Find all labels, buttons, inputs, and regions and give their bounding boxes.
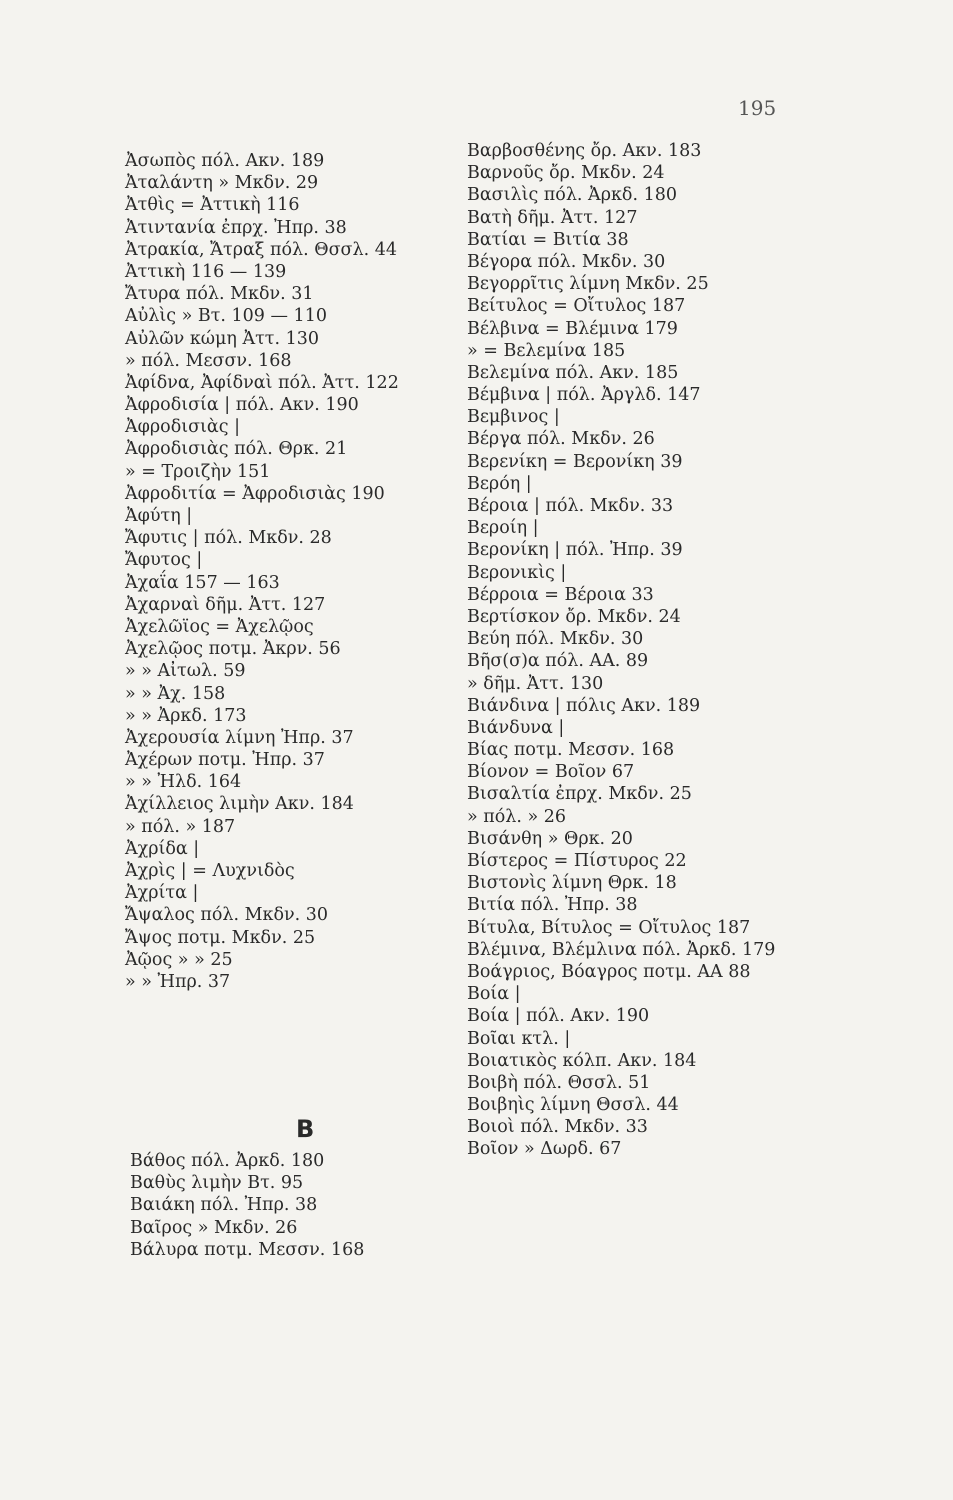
index-entry: Βοιβὴ πόλ. Θσσλ. 51 [467, 1072, 651, 1093]
index-entry: Βερενίκη = Βερονίκη 39 [467, 451, 683, 472]
index-entry: Βατίαι = Βιτία 38 [467, 229, 629, 250]
index-entry: Βαῖρος » Μκδν. 26 [130, 1217, 298, 1238]
index-entry: » » Ἠλδ. 164 [125, 772, 242, 793]
index-entry: Βέροια | πόλ. Μκδν. 33 [467, 496, 674, 516]
index-entry: Ἀσωπὸς πόλ. Ακν. 189 [125, 151, 325, 171]
index-entry: » » Ἀχ. 158 [125, 683, 226, 704]
index-entry: Βαθὺς λιμὴν Βτ. 95 [130, 1173, 304, 1194]
index-entry: » » Ἠπρ. 37 [125, 971, 231, 992]
index-entry: Ἀφροδιτία = Ἀφροδισιὰς 190 [125, 483, 385, 504]
index-entry: Ἀχερουσία λίμνη Ἠπρ. 37 [125, 727, 354, 748]
index-entry: » = Τροιζὴν 151 [125, 461, 271, 482]
index-entry: » πόλ. » 187 [125, 816, 236, 837]
index-entry: » » Ἀρκδ. 173 [125, 705, 247, 726]
index-entry: Βατὴ δῆμ. Ἀττ. 127 [467, 207, 638, 228]
index-entry: Βελεμίνα πόλ. Ακν. 185 [467, 362, 679, 383]
index-entry: Βοῖαι κτλ. | [467, 1028, 571, 1049]
index-entry: Ἀχίλλειος λιμὴν Ακν. 184 [125, 794, 354, 815]
right-column [467, 140, 827, 1161]
index-entry: Βοία | πόλ. Ακν. 190 [467, 1006, 650, 1027]
index-entry: Βίστερος = Πίστυρος 22 [467, 851, 687, 871]
index-entry: Ἀχέρων ποτμ. Ἠπρ. 37 [125, 750, 325, 771]
index-entry: Βιάνδυνα | [467, 717, 565, 738]
index-entry: Βοιατικὸς κόλπ. Ακν. 184 [467, 1050, 697, 1071]
index-entry: Βοῖον » Δωρδ. 67 [467, 1139, 622, 1160]
index-entry: Ἀφύτη | [125, 506, 193, 526]
index-entry: Βερόη | [467, 473, 532, 494]
index-entry: Βάλυρα ποτμ. Μεσσν. 168 [130, 1239, 365, 1260]
index-entry: Βιτία πόλ. Ἠπρ. 38 [467, 895, 638, 916]
index-entry: Ἀῷος » » 25 [125, 949, 233, 970]
index-entry: Βισαλτία ἐπρχ. Μκδν. 25 [467, 784, 692, 805]
index-entry: Βεγορρῖτις λίμνη Μκδν. 25 [467, 274, 709, 295]
index-entry: Βάθος πόλ. Ἀρκδ. 180 [130, 1151, 325, 1171]
index-entry: Βῆσ(σ)α πόλ. ΑΑ. 89 [467, 651, 649, 672]
index-entry: Βεμβινος | [467, 407, 560, 428]
index-entry: Βερονικὶς | [467, 562, 567, 583]
index-entry: Ἀττικὴ 116 — 139 [125, 261, 287, 282]
left-column-b [130, 1150, 450, 1261]
index-entry: Βαρβοσθένης ὄρ. Ακν. 183 [467, 141, 702, 161]
index-entry: Ἄψος ποτμ. Μκδν. 25 [125, 927, 316, 948]
index-entry: Ἀτιντανία ἐπρχ. Ἠπρ. 38 [125, 217, 347, 238]
index-entry: Βιάνδινα | πόλις Ακν. 189 [467, 695, 701, 716]
index-entry: Ἀχελῶϊος = Ἀχελῷος [125, 616, 314, 637]
index-entry: Βεύη πόλ. Μκδν. 30 [467, 629, 644, 650]
index-entry: » πόλ. » 26 [467, 806, 567, 827]
index-entry: Ἀτρακία, Ἄτραξ πόλ. Θσσλ. 44 [125, 239, 397, 260]
index-entry: Ἄφυτος | [125, 550, 203, 571]
index-entry: Βισάνθη » Θρκ. 20 [467, 828, 633, 849]
index-entry: Βέλβινα = Βλέμινα 179 [467, 318, 678, 339]
index-entry: Βοιοὶ πόλ. Μκδν. 33 [467, 1117, 648, 1138]
index-entry: Ἄφυτις | πόλ. Μκδν. 28 [125, 528, 332, 549]
index-entry: Βέμβινα | πόλ. Ἀργλδ. 147 [467, 385, 701, 406]
index-entry: Βίας ποτμ. Μεσσν. 168 [467, 740, 675, 761]
left-column [125, 150, 455, 993]
section-letter: Β [296, 1115, 316, 1143]
index-entry: » πόλ. Μεσσν. 168 [125, 350, 292, 371]
index-entry: Ἀχαρναὶ δῆμ. Ἀττ. 127 [125, 594, 326, 615]
index-entry: Βέργα πόλ. Μκδν. 26 [467, 429, 655, 450]
index-entry: Βέρροια = Βέροια 33 [467, 584, 654, 605]
index-entry: Βίονον = Βοῖον 67 [467, 762, 635, 783]
index-entry: Αὐλῶν κώμη Ἀττ. 130 [125, 328, 319, 349]
index-entry: Ἀχρίδα | [125, 838, 200, 859]
index-entry: Ἀτθὶς = Ἀττικὴ 116 [125, 195, 300, 216]
index-entry: Βίτυλα, Βίτυλος = Οἴτυλος 187 [467, 917, 751, 938]
index-entry: Ἄτυρα πόλ. Μκδν. 31 [125, 284, 314, 305]
index-entry: Βέγορα πόλ. Μκδν. 30 [467, 251, 666, 272]
index-entry: Ἀφίδνα, Ἀφίδναὶ πόλ. Ἀττ. 122 [125, 372, 399, 393]
index-entry: Ἀχελῷος ποτμ. Ἀκρν. 56 [125, 639, 341, 660]
index-entry: Βερονίκη | πόλ. Ἠπρ. 39 [467, 540, 683, 561]
index-entry: Βαιάκη πόλ. Ἠπρ. 38 [130, 1195, 318, 1216]
index-entry: Βοία | [467, 984, 521, 1005]
index-entry: » = Βελεμίνα 185 [467, 340, 626, 361]
index-entry: Βερτίσκον ὄρ. Μκδν. 24 [467, 606, 681, 627]
index-entry: Βεροίη | [467, 518, 539, 539]
index-entry: » » Αἰτωλ. 59 [125, 661, 246, 682]
index-entry: Ἀταλάντη » Μκδν. 29 [125, 173, 319, 194]
index-entry: Ἀχρὶς | = Λυχνιδὸς [125, 861, 295, 881]
index-entry: Βείτυλος = Οἴτυλος 187 [467, 296, 686, 317]
index-entry: Ἀφροδισία | πόλ. Ακν. 190 [125, 395, 359, 416]
index-entry: Ἀφροδισιὰς πόλ. Θρκ. 21 [125, 439, 348, 460]
index-entry: » δῆμ. Ἀττ. 130 [467, 673, 604, 694]
index-entry: Βλέμινα, Βλέμλινα πόλ. Ἀρκδ. 179 [467, 939, 776, 960]
index-entry: Βοιβηὶς λίμνη Θσσλ. 44 [467, 1095, 679, 1116]
index-entry: Ἀφροδισιὰς | [125, 417, 240, 438]
index-entry: Βιστονὶς λίμνη Θρκ. 18 [467, 873, 677, 894]
index-entry: Βαρνοῦς ὄρ. Μκδν. 24 [467, 163, 665, 184]
index-entry: Βοάγριος, Βόαγρος ποτμ. ΑΑ 88 [467, 961, 751, 982]
page-number: 195 [738, 96, 777, 120]
index-entry: Βασιλὶς πόλ. Ἀρκδ. 180 [467, 185, 677, 206]
index-entry: Αὐλὶς » Βτ. 109 — 110 [125, 306, 327, 327]
index-entry: Ἀχρίτα | [125, 883, 199, 904]
index-entry: Ἀχαΐα 157 — 163 [125, 572, 280, 593]
index-entry: Ἄψαλος πόλ. Μκδν. 30 [125, 905, 329, 926]
